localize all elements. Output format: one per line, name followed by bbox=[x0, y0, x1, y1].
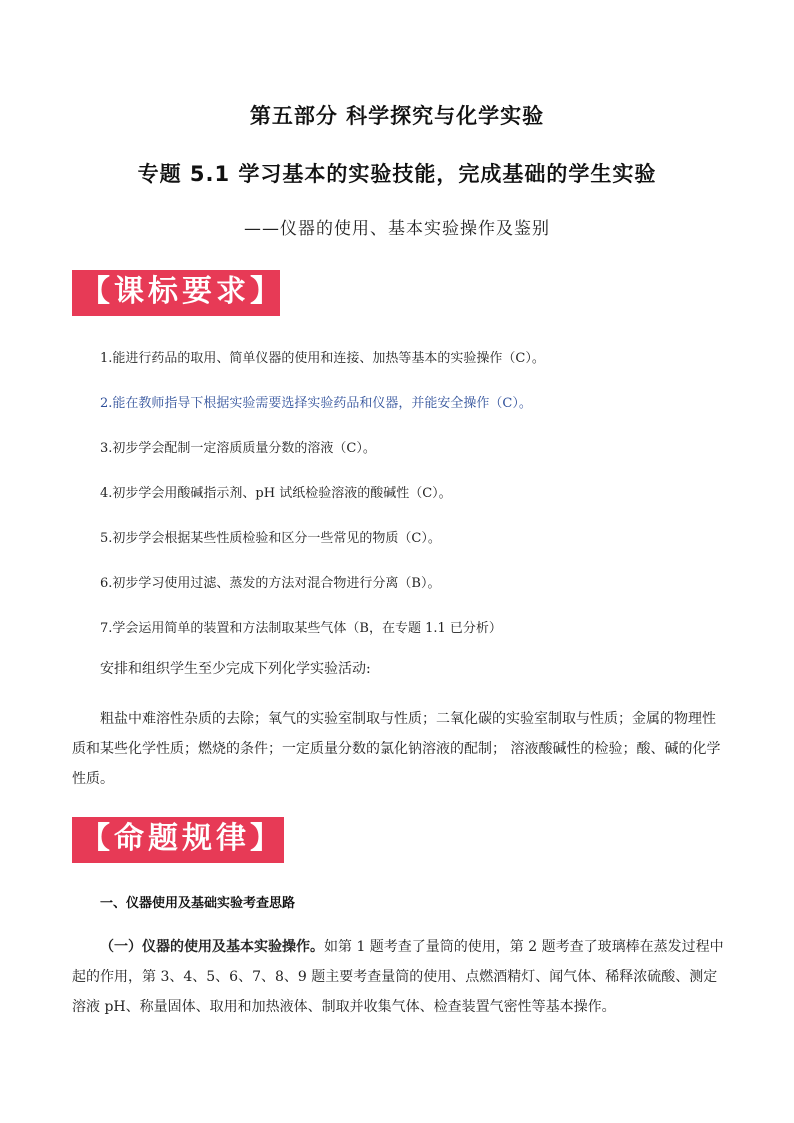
requirement-item: 2.能在教师指导下根据实验需要选择实验药品和仪器，并能安全操作（C）。 bbox=[100, 396, 532, 411]
requirement-item: 1.能进行药品的取用、简单仪器的使用和连接、加热等基本的实验操作（C）。 bbox=[100, 351, 545, 366]
activities-intro: 安排和组织学生至少完成下列化学实验活动: bbox=[100, 661, 371, 677]
curriculum-requirements-banner: 【课标要求】 bbox=[72, 270, 280, 316]
requirement-item: 7.学会运用简单的装置和方法制取某些气体（B，在专题 1.1 已分析） bbox=[100, 621, 502, 636]
exam-pattern-paragraph bbox=[72, 932, 724, 1022]
requirement-item: 5.初步学会根据某些性质检验和区分一些常见的物质（C）。 bbox=[100, 531, 441, 546]
topic-subtitle: ——仪器的使用、基本实验操作及鉴别 bbox=[244, 219, 550, 239]
exam-pattern-banner: 【命题规律】 bbox=[72, 817, 284, 863]
requirement-item: 3.初步学会配制一定溶质质量分数的溶液（C）。 bbox=[100, 441, 376, 456]
part-title: 第五部分 科学探究与化学实验 bbox=[249, 104, 545, 128]
activities-list: 粗盐中难溶性杂质的去除；氧气的实验室制取与性质；二氧化碳的实验室制取与性质；金属的物理性质和某些化学性质；燃烧的条件；一定质量分数的氯化钠溶液的配制； 溶液酸碱性的检验；酸、碱的化学性质。 bbox=[72, 711, 721, 787]
section-heading: 一、仪器使用及基础实验考查思路 bbox=[100, 896, 296, 911]
paragraph-lead: （一）仪器的使用及基本实验操作。 bbox=[100, 939, 324, 955]
requirement-item: 4.初步学会用酸碱指示剂、pH 试纸检验溶液的酸碱性（C）。 bbox=[100, 486, 452, 501]
requirement-item: 6.初步学习使用过滤、蒸发的方法对混合物进行分离（B）。 bbox=[100, 576, 441, 591]
paragraph-body: 如第 1 题考查了量筒的使用，第 2 题考查了玻璃棒在蒸发过程中起的作用，第 3、4、5、6、7、8、9 题主要考查量筒的使用、点燃酒精灯、闻气体、稀释浓硫酸、测定溶液 pH、称量固体、取用和加热液体、制取并收集气体、检查装置气密性等基本操作。 bbox=[72, 939, 724, 1015]
topic-title: 专题 5.1 学习基本的实验技能，完成基础的学生实验 bbox=[137, 162, 657, 186]
